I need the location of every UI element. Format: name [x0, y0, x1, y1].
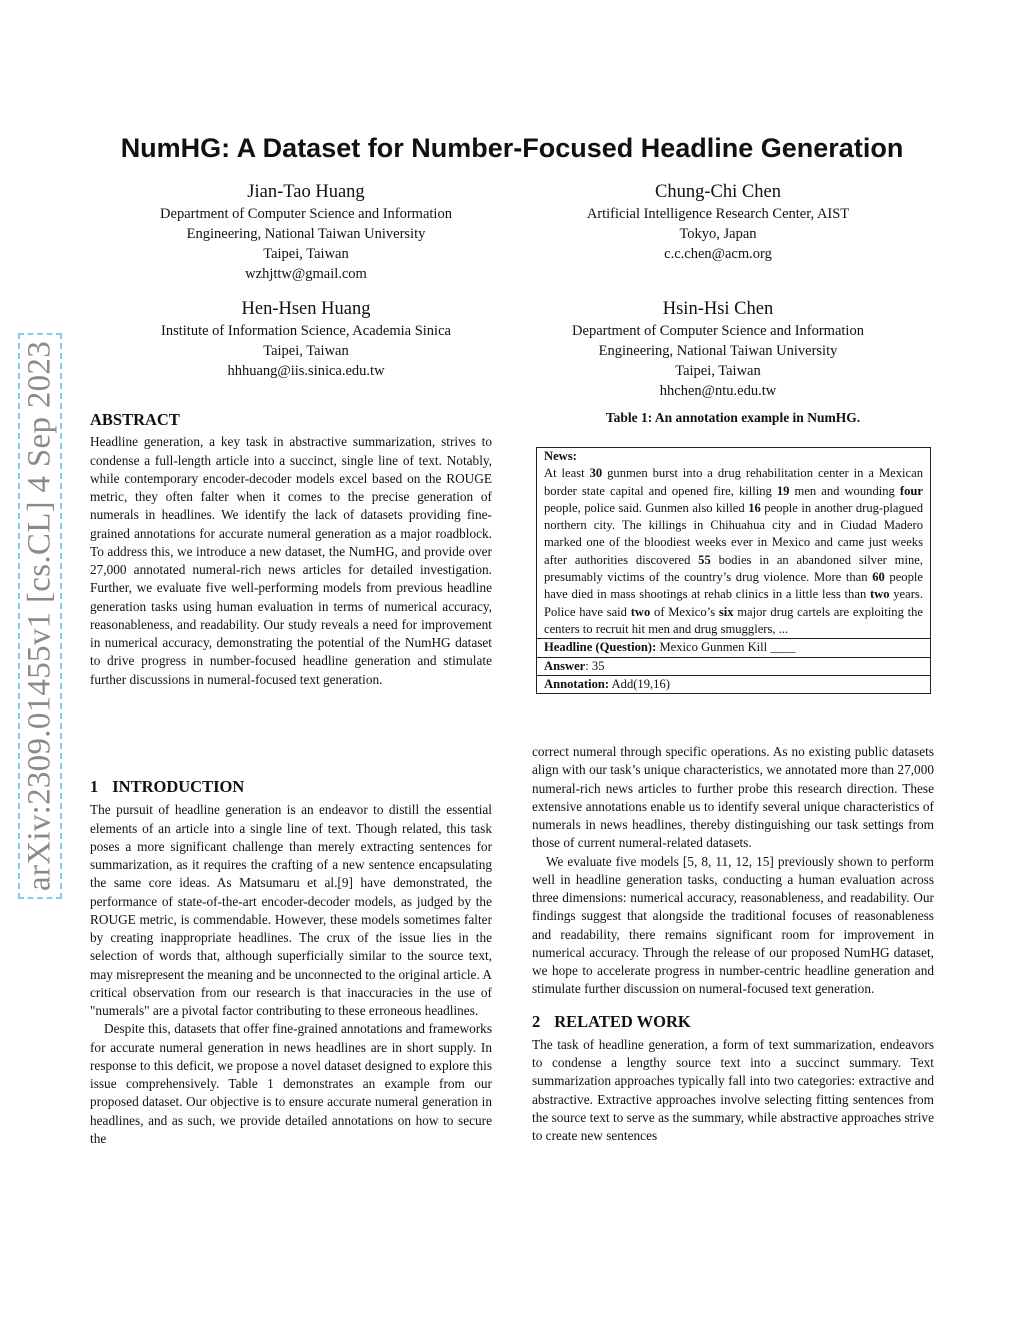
author-name: Chung-Chi Chen: [655, 182, 781, 202]
abstract-section: [90, 411, 492, 689]
abstract-text: Headline generation, a key task in abstractive summarization, strives to condense a full-length article into a succinct, single line of text. Notably, while contemporary encoder-decoder models excel based on the ROUGE metric, they often falter when it comes to the precise generation of numerals in headlines. We identify the lack of datasets providing fine-grained annotations for accurate numeral generation as a major roadblock. To address this, we introduce a new dataset, the NumHG, and provide over 27,000 annotated numeral-rich news articles for detailed investigation. Further, we evaluate five well-performing models from previous headline generation tasks using human evaluation in terms of numerical accuracy, reasonableness, and readability. Our study reveals a need for improvement in numerical accuracy, demonstrating the potential of the NumHG dataset to drive progress in number-focused headline generation and stimulate further discussions in numeral-focused text generation.: [90, 434, 492, 687]
author-name: Jian-Tao Huang: [247, 182, 365, 202]
author-affiliation: Taipei, Taiwan: [263, 343, 349, 359]
related-work-heading: [532, 1013, 934, 1031]
answer-label: Answer: [544, 658, 586, 673]
author-affiliation: Engineering, National Taiwan University: [598, 343, 838, 359]
author-block-1: [96, 180, 516, 284]
news-numeral: 55: [698, 552, 711, 567]
author-affiliation: Engineering, National Taiwan University: [186, 226, 426, 242]
annotation-label: Annotation:: [544, 676, 610, 691]
answer-cell: [537, 658, 930, 676]
intro-continued: [532, 743, 934, 1145]
author-email: c.c.chen@acm.org: [664, 246, 772, 262]
section-title: INTRODUCTION: [112, 777, 245, 796]
headline-value: Mexico Gunmen Kill ____: [659, 640, 796, 655]
author-block-2: [508, 180, 928, 264]
news-numeral: 19: [776, 483, 790, 498]
author-affiliation: Department of Computer Science and Information: [572, 323, 864, 339]
related-paragraph-1: The task of headline generation, a form of text summarization, endeavors to condense a lengthy source text into a succinct summary. Text summarization approaches typically fall into two categories: extractive and abstractive. Extractive approaches involve selecting fitting sentences from the source text to serve as the summary, while abstractive approaches strive to create new sentences: [532, 1036, 934, 1143]
news-numeral: 30: [589, 466, 603, 481]
headline-label: Headline (Question):: [544, 640, 657, 655]
intro-paragraph-1: The pursuit of headline generation is an endeavor to distill the essential elements of an article into a single line of text. Though related, this task poses a more significant challenge than merely extracting sentences for summarization, as it requires the crafting of a new sentence encapsulating the same core ideas. As Matsumaru et al.[9] have demonstrated, the performance of state-of-the-art encoder-decoder models, as judged by the ROUGE metric, is commendable. However, these models sometimes falter by creating inappropriate headlines. The crux of the issue lies in the selection of words that, although superficially similar to the source text, may misrepresent the meaning and be unconnected to the original article. A critical observation from our research is that inaccuracies in the use of "numerals" are a pivotal factor contributing to these erroneous headlines.: [90, 802, 492, 1018]
author-affiliation: Tokyo, Japan: [679, 226, 757, 242]
author-name: Hsin-Hsi Chen: [662, 299, 774, 319]
annotation-table: [536, 447, 931, 694]
arxiv-id: arXiv:2309.01455v1 [cs.CL] 4 Sep 2023: [21, 340, 58, 892]
news-text-segment: men and wounding: [789, 483, 900, 498]
section-title: RELATED WORK: [554, 1011, 691, 1031]
author-affiliation: Institute of Information Science, Academia Sinica: [161, 323, 451, 339]
author-affiliation: Taipei, Taiwan: [675, 363, 761, 379]
news-text-segment: At least: [544, 466, 590, 481]
news-text: [544, 465, 923, 638]
news-cell: [537, 448, 930, 639]
news-numeral: four: [899, 483, 923, 498]
news-text-segment: major drug cartels are exploiting the centers to recruit hit men and drug smugglers, ...: [544, 604, 924, 636]
section-number: 2: [532, 1011, 541, 1031]
introduction-section: [90, 778, 492, 1148]
news-numeral: two: [869, 587, 890, 602]
section-number: 1: [90, 777, 99, 796]
news-text-segment: of Mexico’s: [650, 604, 719, 619]
author-email: hhhuang@iis.sinica.edu.tw: [227, 363, 385, 379]
intro-paragraph-3: correct numeral through specific operations. As no existing public datasets align with our task’s unique characteristics, we annotated more than 27,000 numeral-rich news articles to further probe this research direction. These extensive annotations enable us to identify several unique characteristics of numerals in news headlines, thereby distinguishing our task settings from those of current numeral-related datasets.: [532, 744, 934, 851]
author-affiliation: Taipei, Taiwan: [263, 246, 349, 262]
author-affiliation: Department of Computer Science and Information: [160, 206, 452, 222]
abstract-heading: ABSTRACT: [90, 410, 180, 429]
news-numeral: six: [718, 604, 734, 619]
answer-value: : 35: [585, 658, 605, 673]
intro-paragraph-2: Despite this, datasets that offer fine-grained annotations and frameworks for accurate numeral generation in news headlines are in short supply. In response to this deficit, we propose a novel dataset designed to explore this issue comprehensively. Table 1 demonstrates an example from our proposed dataset. Our objective is to ensure accurate numeral generation in headlines, and as such, we provide detailed annotations on how to secure the: [90, 1021, 492, 1146]
author-email: hhchen@ntu.edu.tw: [659, 383, 777, 399]
author-name: Hen-Hsen Huang: [241, 299, 371, 319]
headline-cell: [537, 639, 930, 657]
news-text-segment: bodies in an abandoned silver mine, presumably victims of the country’s drug violence. More than: [544, 552, 923, 585]
author-affiliation: Artificial Intelligence Research Center, AIST: [586, 206, 850, 222]
news-numeral: 16: [748, 500, 761, 515]
news-numeral: 60: [872, 570, 885, 585]
introduction-heading: [90, 778, 492, 796]
news-text-segment: people, police said. Gunmen also killed: [544, 500, 749, 515]
annotation-value: Add(19,16): [611, 676, 670, 691]
news-text-segment: gunmen burst into a drug rehabilitation center in a Mexican border state capital and opened fire, killing: [544, 466, 923, 498]
annotation-cell: [537, 676, 930, 693]
author-email: wzhjttw@gmail.com: [245, 266, 367, 282]
news-text-segment: years. Police have said: [544, 587, 923, 619]
table-caption: Table 1: An annotation example in NumHG.: [605, 410, 861, 425]
news-label: News:: [544, 449, 577, 463]
author-block-4: [508, 297, 928, 401]
paper-title: NumHG: A Dataset for Number-Focused Headline Generation: [120, 133, 904, 163]
news-text-segment: people in another drug-plagued northern city. The killings in Chihuahua city and in Ciudad Madero marked one of the bloodiest weeks ever in Mexico and came just weeks after authorities discovered: [544, 500, 923, 567]
author-block-3: [96, 297, 516, 381]
arxiv-sidebar-stamp: [18, 333, 62, 899]
intro-paragraph-4: We evaluate five models [5, 8, 11, 12, 15] previously shown to perform well in headline generation tasks, conducting a human evaluation across three dimensions: numerical accuracy, reasonableness, and readability. Our findings suggest that alongside the traditional focuses of reasonableness and readability, there remains significant room for improvement in numerical accuracy. Through the release of our proposed NumHG dataset, we hope to accelerate progress in number-centric headline generation and stimulate further discussion on numeral-focused text generation.: [532, 853, 934, 997]
news-text-segment: people have died in mass shootings at rehab clinics in a little less than: [544, 570, 923, 602]
news-numeral: two: [630, 604, 651, 619]
